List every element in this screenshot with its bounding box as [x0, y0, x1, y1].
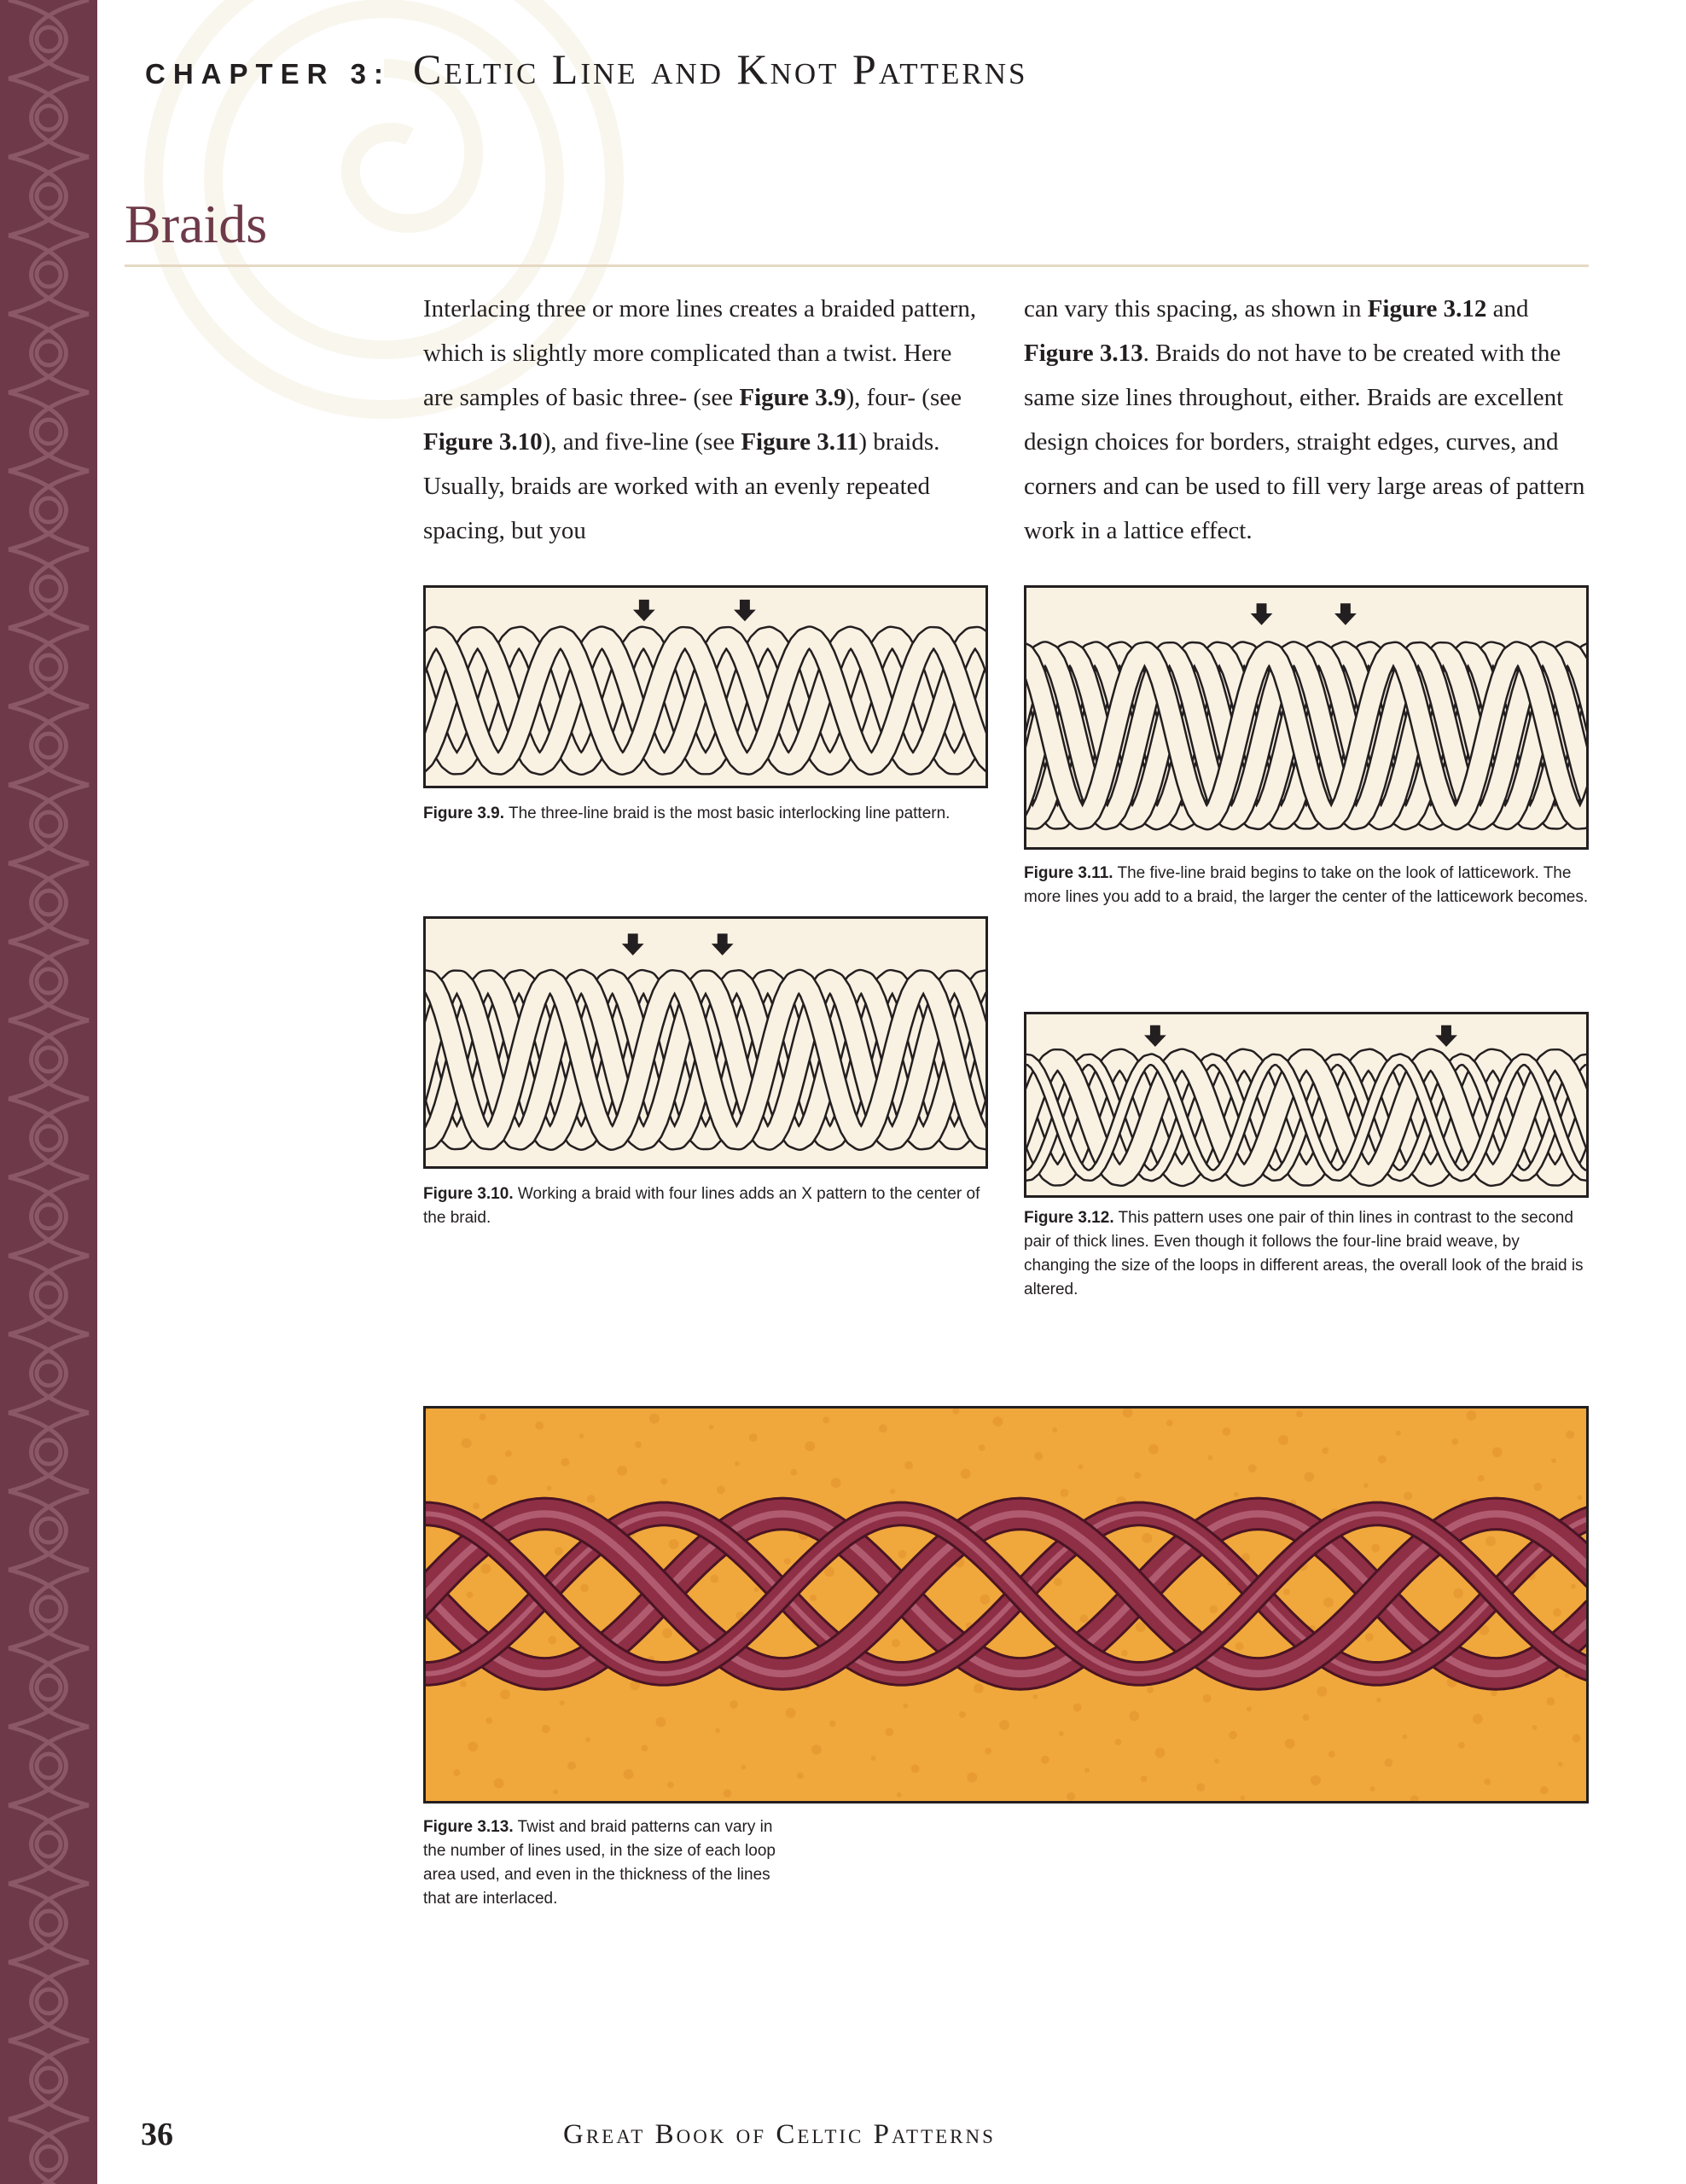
braid-strands	[426, 1513, 1586, 1674]
chapter-label: CHAPTER 3:	[145, 58, 392, 90]
speckle	[829, 1720, 836, 1727]
knot-ring	[37, 734, 61, 758]
speckle	[1240, 1795, 1245, 1800]
speckle	[904, 1461, 913, 1470]
speckle	[1478, 1475, 1485, 1482]
knot-ring	[37, 2068, 61, 2092]
speckle	[1208, 1455, 1213, 1461]
speckle	[1278, 1435, 1288, 1445]
speckle	[460, 1681, 467, 1687]
speckle	[1061, 1489, 1069, 1497]
knot-ring	[37, 1989, 61, 2013]
arrow-down-icon	[1334, 603, 1357, 624]
speckle	[667, 1781, 674, 1788]
speckle	[1142, 1533, 1152, 1543]
speckle	[898, 1550, 907, 1559]
knot-ring	[37, 27, 61, 51]
knot-ring	[37, 1754, 61, 1778]
caption-text: The three-line braid is the most basic interlocking line pattern.	[508, 804, 951, 822]
knot-ring	[37, 106, 61, 130]
speckle	[961, 1469, 971, 1479]
knot-ring	[37, 1048, 61, 1072]
figure-reference: Figure 3.11	[741, 428, 859, 456]
speckle	[952, 1409, 959, 1414]
speckle	[473, 1502, 480, 1509]
speckle	[453, 1769, 460, 1776]
speckle	[587, 1495, 596, 1503]
speckle	[1540, 1786, 1549, 1795]
speckle	[1492, 1447, 1503, 1457]
speckle	[1285, 1739, 1295, 1749]
speckle	[480, 1414, 486, 1420]
knot-ring	[37, 1911, 61, 1935]
knot-ring	[37, 812, 61, 836]
knot-ring	[37, 498, 61, 522]
section-divider	[125, 264, 1589, 267]
speckle	[790, 1469, 797, 1476]
speckle	[1121, 1650, 1128, 1657]
speckle	[1203, 1694, 1212, 1703]
arrow-down-icon	[633, 600, 655, 621]
arrow-down-icon	[622, 933, 644, 955]
book-title: Great Book of Celtic Patterns	[563, 2119, 996, 2150]
speckle	[1247, 1706, 1252, 1711]
figure-reference: Figure 3.12	[1367, 295, 1487, 322]
speckle	[824, 1566, 834, 1577]
arrow-down-icon	[1251, 603, 1273, 624]
speckle	[1229, 1731, 1237, 1740]
speckle	[487, 1475, 497, 1485]
knot-ring	[37, 184, 61, 208]
knot-ring	[37, 577, 61, 601]
speckle	[662, 1628, 672, 1638]
speckle	[1451, 1438, 1458, 1445]
speckle	[710, 1575, 718, 1583]
speckle	[1235, 1642, 1244, 1651]
speckle	[1078, 1464, 1083, 1469]
speckle	[1485, 1536, 1496, 1547]
knot-ring	[37, 891, 61, 915]
knot-ring	[37, 655, 61, 679]
speckle	[985, 1748, 991, 1755]
speckle	[784, 1558, 791, 1565]
speckle	[974, 1683, 984, 1693]
speckle	[967, 1772, 977, 1782]
figure-reference: Figure 3.9	[739, 384, 846, 411]
speckle	[1573, 1734, 1581, 1742]
speckle	[810, 1594, 817, 1601]
speckle	[979, 1444, 985, 1451]
figure-label: Figure 3.9.	[423, 804, 505, 822]
knot-ring	[37, 341, 61, 365]
figure-label: Figure 3.12.	[1024, 1209, 1114, 1227]
speckle	[1214, 1758, 1219, 1763]
section-title: Braids	[125, 194, 268, 254]
speckle	[735, 1461, 740, 1467]
page-number: 36	[141, 2117, 173, 2152]
figure-3-13-image	[423, 1406, 1589, 1804]
knot-ring	[37, 969, 61, 993]
speckle	[642, 1745, 648, 1751]
braid-strands	[426, 637, 985, 764]
speckle	[1402, 1734, 1407, 1740]
speckle	[1365, 1633, 1374, 1641]
knot-ring	[37, 420, 61, 444]
braid-strands	[1026, 1060, 1586, 1176]
speckle	[617, 1466, 627, 1476]
figure-reference: Figure 3.13	[1024, 340, 1143, 367]
speckle	[993, 1416, 1003, 1426]
speckle	[1034, 1452, 1043, 1461]
speckle	[1073, 1703, 1082, 1711]
speckle	[1196, 1783, 1205, 1792]
speckle	[1129, 1711, 1139, 1721]
speckle	[567, 1762, 576, 1770]
speckle	[1546, 1697, 1555, 1705]
speckle	[1136, 1622, 1146, 1632]
body-text: . Braids do not have to be created with the same size lines throughout, either. Braids are excellent design choices for borders, straight edges, curves, and corners and can be used to fill very large areas of pattern work in a lattice effect.	[1024, 340, 1585, 544]
figure-3-9-caption	[423, 802, 988, 826]
speckle	[1067, 1792, 1075, 1801]
speckle	[959, 1711, 966, 1718]
speckle	[656, 1717, 666, 1728]
speckle	[580, 1583, 589, 1592]
figure-3-11-image	[1024, 585, 1589, 850]
speckle	[1317, 1687, 1327, 1697]
speckle	[831, 1478, 841, 1488]
speckle	[1303, 1714, 1310, 1721]
speckle	[542, 1725, 550, 1734]
knot-ring	[37, 1440, 61, 1464]
braid-strands	[426, 980, 985, 1140]
speckle	[1296, 1410, 1303, 1417]
celtic-side-border	[0, 0, 97, 2184]
knotwork	[9, 0, 89, 2184]
figure-label: Figure 3.10.	[423, 1185, 514, 1203]
speckle	[749, 1433, 758, 1442]
speckle	[1551, 1458, 1556, 1463]
knot-ring	[37, 2146, 61, 2170]
arrow-down-icon	[1435, 1025, 1457, 1047]
speckle	[1234, 1492, 1239, 1497]
arrow-down-icon	[1144, 1025, 1166, 1047]
speckle	[897, 1792, 902, 1798]
body-text: ), four- (see	[846, 384, 962, 411]
speckle	[1384, 1758, 1392, 1767]
body-text: Interlacing three or more lines creates a braided pattern, which is slightly more complicated than a twist. Here are samples of basic three- (see	[423, 295, 977, 411]
speckle	[1396, 1431, 1401, 1436]
arrow-down-icon	[712, 933, 734, 955]
knot-ring	[37, 1205, 61, 1228]
speckle	[426, 1409, 428, 1411]
chapter-header	[145, 44, 1027, 104]
figure-reference: Figure 3.10	[423, 428, 543, 456]
braid-strands	[1026, 652, 1586, 819]
speckle	[466, 1592, 473, 1599]
speckle	[1134, 1472, 1141, 1478]
speckle	[1148, 1444, 1159, 1455]
speckle	[870, 1756, 875, 1761]
speckle	[1363, 1483, 1369, 1488]
celtic-border-ornament	[0, 0, 97, 2184]
speckle	[723, 1789, 731, 1798]
body-text: and	[1486, 295, 1529, 322]
arrow-down-icon	[734, 600, 756, 621]
figure-3-12-image	[1024, 1012, 1589, 1198]
figure-3-9-image	[423, 585, 988, 788]
speckle	[1222, 1427, 1230, 1436]
speckle	[903, 1704, 908, 1709]
speckle	[1304, 1472, 1314, 1482]
speckle	[805, 1441, 815, 1451]
speckle	[1558, 1762, 1563, 1767]
speckle	[548, 1636, 556, 1645]
speckle	[561, 1458, 570, 1467]
speckle	[786, 1708, 796, 1718]
body-text: ) braids. Usually, braids are worked with an evenly repeated spacing, but you	[423, 428, 940, 544]
speckle	[823, 1417, 829, 1424]
speckle	[555, 1547, 563, 1555]
speckle	[1571, 1584, 1576, 1589]
speckle	[1466, 1410, 1476, 1420]
knot-ring	[37, 1597, 61, 1621]
body-text-column-2	[1024, 287, 1587, 553]
speckle	[741, 1765, 746, 1770]
caption-text: Working a braid with four lines adds an X pattern to the center of the braid.	[423, 1185, 980, 1227]
knot-ring	[37, 1676, 61, 1699]
speckle	[462, 1438, 472, 1449]
speckle	[1323, 1597, 1334, 1607]
speckle	[1328, 1751, 1335, 1757]
figure-3-11-caption	[1024, 862, 1589, 909]
figure-3-12-caption	[1024, 1206, 1589, 1302]
speckle	[1378, 1455, 1387, 1463]
body-text-column-1	[423, 287, 986, 553]
speckle	[1473, 1714, 1483, 1724]
speckle	[1054, 1577, 1062, 1586]
speckle	[1283, 1589, 1290, 1595]
speckle	[1410, 1795, 1419, 1801]
figure-label: Figure 3.11.	[1024, 864, 1113, 882]
speckle	[553, 1789, 558, 1794]
figure-label: Figure 3.13.	[423, 1818, 514, 1836]
speckle	[624, 1769, 634, 1780]
body-text: can vary this spacing, as shown in	[1024, 295, 1368, 322]
knot-ring	[37, 1283, 61, 1307]
knot-ring	[37, 1362, 61, 1385]
speckle	[1484, 1779, 1491, 1786]
speckle	[1041, 1756, 1049, 1764]
speckle	[1376, 1698, 1381, 1703]
figure-3-10-caption	[423, 1182, 988, 1230]
speckle	[547, 1486, 552, 1491]
speckle	[560, 1700, 565, 1705]
speckle	[660, 1478, 667, 1484]
speckle	[1209, 1606, 1218, 1614]
speckle	[890, 1489, 895, 1494]
speckle	[1404, 1492, 1412, 1501]
speckle	[1166, 1420, 1173, 1426]
speckle	[811, 1745, 822, 1755]
speckle	[1059, 1731, 1064, 1736]
speckle	[649, 1414, 660, 1424]
speckle	[485, 1717, 492, 1724]
speckle	[1533, 1483, 1542, 1491]
speckle	[468, 1741, 478, 1751]
speckle	[1553, 1608, 1561, 1617]
chapter-title: Celtic Line and Knot Patterns	[413, 45, 1028, 93]
knot-ring	[37, 1519, 61, 1542]
speckle	[585, 1737, 590, 1742]
figure-3-13-caption	[423, 1815, 782, 1911]
speckle	[1322, 1448, 1328, 1455]
knot-ring	[37, 1126, 61, 1150]
speckle	[730, 1700, 738, 1709]
speckle	[1032, 1694, 1038, 1699]
speckle	[879, 1425, 887, 1433]
speckle	[1577, 1495, 1582, 1500]
speckle	[635, 1441, 642, 1448]
speckle	[669, 1539, 679, 1549]
knot-ring	[37, 263, 61, 287]
speckle	[1532, 1725, 1537, 1730]
speckle	[717, 1485, 725, 1494]
knot-ring	[37, 1833, 61, 1856]
speckle	[892, 1639, 900, 1647]
speckle	[505, 1450, 512, 1457]
speckle	[1566, 1431, 1574, 1439]
speckle	[754, 1587, 759, 1592]
speckle	[1123, 1409, 1133, 1418]
speckle	[1079, 1614, 1088, 1623]
speckle	[715, 1728, 720, 1734]
caption-text: The five-line braid begins to take on the look of latticework. The more lines you add to a braid, the larger the center of the latticework becomes.	[1024, 864, 1589, 906]
speckle	[980, 1594, 990, 1605]
speckle	[1141, 1775, 1148, 1782]
speckle	[578, 1433, 584, 1438]
speckle	[1248, 1464, 1257, 1472]
speckle	[1114, 1739, 1121, 1745]
speckle	[480, 1564, 491, 1574]
figure-3-10-image	[423, 916, 988, 1169]
speckle	[494, 1778, 504, 1788]
speckle	[1147, 1687, 1154, 1693]
speckle	[797, 1773, 804, 1780]
speckle	[885, 1728, 893, 1736]
speckle	[1453, 1589, 1463, 1599]
speckle	[500, 1689, 510, 1699]
caption-text: Twist and braid patterns can vary in the number of lines used, in the size of each loop area used, and even in the thickness of the lines that are interlaced.	[423, 1818, 776, 1908]
speckle	[1458, 1742, 1465, 1749]
speckle	[709, 1425, 714, 1430]
speckle	[1370, 1786, 1375, 1792]
speckle	[911, 1764, 920, 1773]
speckle	[1311, 1775, 1321, 1786]
speckle	[1052, 1427, 1057, 1432]
speckle	[1371, 1544, 1380, 1553]
caption-text: This pattern uses one pair of thin lines in contrast to the second pair of thick lines. Even though it follows the four-line braid weave, by changing the size of the loops in different areas, the overall look of the braid is altered.	[1024, 1209, 1584, 1298]
speckle	[535, 1421, 544, 1430]
speckle	[1084, 1768, 1090, 1773]
body-text: ), and five-line (see	[542, 428, 741, 456]
speckle	[999, 1720, 1009, 1730]
speckle	[1155, 1748, 1166, 1758]
